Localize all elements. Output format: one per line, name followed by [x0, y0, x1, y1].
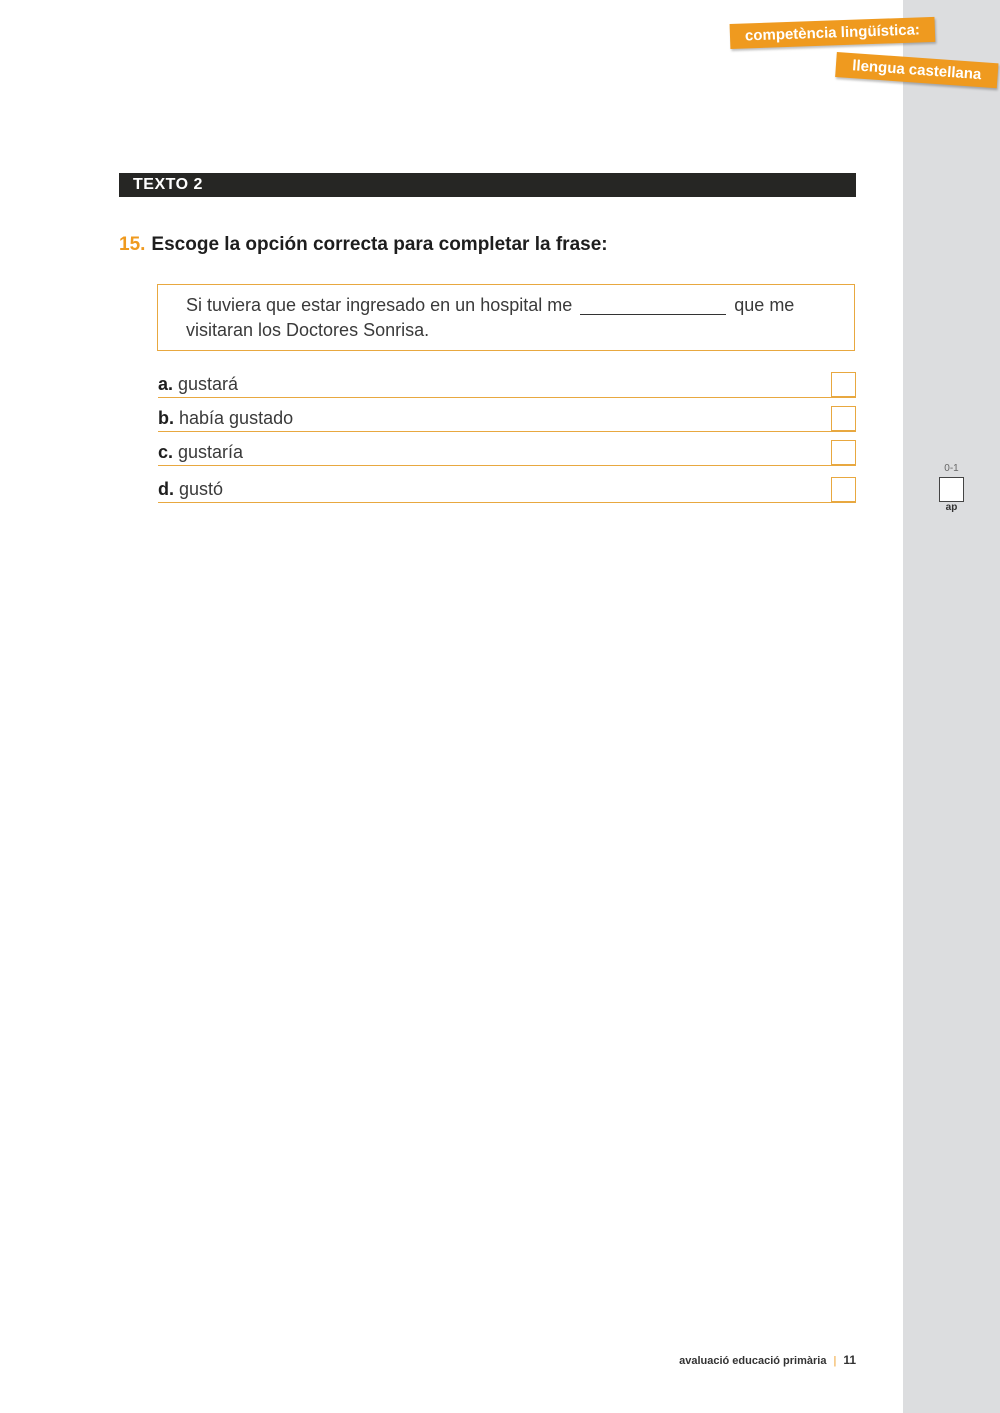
- blank-line: [580, 294, 726, 315]
- sentence-line2: visitaran los Doctores Sonrisa.: [186, 320, 430, 340]
- page-footer: [600, 1353, 856, 1367]
- score-label: ap: [945, 502, 958, 513]
- page-number: 11: [843, 1353, 856, 1367]
- option-letter: d.: [158, 479, 174, 499]
- option-c: [158, 441, 856, 466]
- footer-separator: |: [833, 1355, 837, 1367]
- score-box[interactable]: [939, 477, 964, 502]
- subject-tag-language: llengua castellana: [835, 52, 998, 88]
- option-letter: a.: [158, 374, 174, 394]
- score-range: 0-1: [944, 463, 959, 474]
- option-a-checkbox[interactable]: [831, 372, 856, 397]
- option-a: [158, 373, 856, 398]
- sentence-part1: Si tuviera que estar ingresado en un hospital me: [186, 295, 573, 315]
- sentence-part2: que me: [734, 295, 795, 315]
- sentence-box: [157, 284, 855, 351]
- subject-tag-competence: competència lingüística:: [730, 17, 936, 49]
- footer-text: avaluació educació primària: [679, 1355, 827, 1367]
- option-letter: b.: [158, 408, 174, 428]
- right-margin-column: [903, 0, 1000, 1413]
- question-number: 15.: [119, 234, 146, 255]
- question-heading: [119, 234, 608, 256]
- option-c-checkbox[interactable]: [831, 440, 856, 465]
- option-text: había gustado: [179, 408, 294, 428]
- option-text: gustará: [178, 374, 239, 394]
- option-text: gustó: [179, 479, 224, 499]
- section-title-bar: TEXTO 2: [119, 173, 856, 197]
- option-d: [158, 478, 856, 503]
- question-prompt: Escoge la opción correcta para completar la frase:: [151, 234, 608, 255]
- option-letter: c.: [158, 442, 174, 462]
- option-b-checkbox[interactable]: [831, 406, 856, 431]
- option-d-checkbox[interactable]: [831, 477, 856, 502]
- option-b: [158, 407, 856, 432]
- option-text: gustaría: [178, 442, 244, 462]
